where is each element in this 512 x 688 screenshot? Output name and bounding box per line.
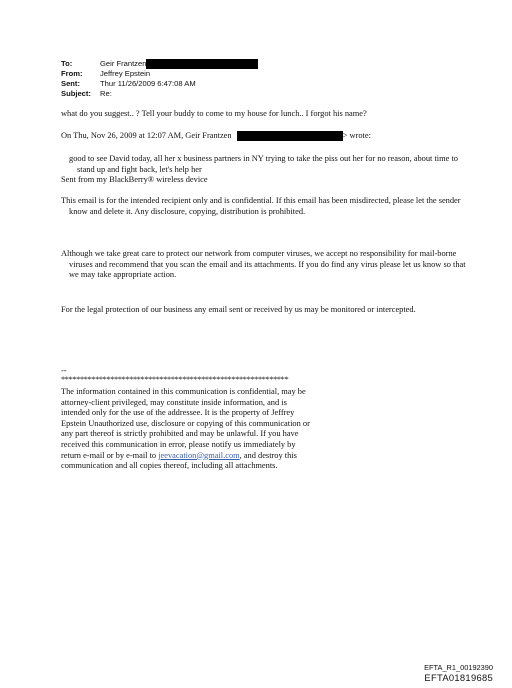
email-link[interactable]: jeevacation@gmail.com: [158, 450, 240, 460]
quote-intro: [61, 131, 461, 142]
sent-value: Thur 11/26/2009 6:47:08 AM: [100, 79, 196, 88]
sent-label: Sent:: [61, 79, 80, 88]
blackberry-signature: Sent from my BlackBerry® wireless device: [61, 175, 208, 184]
quoted-message: good to see David today, all her x business partners in NY trying to take the piss out her for no reason, about time to stand up and fight back, let's help her: [69, 154, 458, 174]
disclaimer-body: The information contained in this communication is confidential, may be attorney-client privileged, may constitute inside information, and is intended only for the use of the addressee. It is the property of Jeffrey Epstein Unauthorized use, disclosure or copying of this communication or any part thereof is strictly prohibited and may be unlawful. If you have received this communication in error, please notify us immediately by return e-mail or by e-mail to: [61, 387, 310, 460]
bates-number-2: EFTA01819685: [424, 672, 493, 683]
quote-intro-suffix: > wrote:: [342, 131, 371, 140]
monitoring-notice: For the legal protection of our business any email sent or received by us may be monitored or intercepted.: [61, 305, 416, 314]
to-value: Geir Frantzen: [100, 59, 147, 68]
separator-dash: --: [61, 366, 67, 375]
email-header: [61, 59, 258, 99]
redaction-box: [237, 131, 343, 141]
reply-text: what do you suggest.. ? Tell your buddy to come to my house for lunch.. I forgot his name?: [61, 109, 367, 118]
subject-value: Re:: [100, 89, 112, 98]
to-row: [61, 59, 258, 69]
subject-label: Subject:: [61, 89, 91, 98]
subject-row: [61, 89, 258, 99]
from-label: From:: [61, 69, 83, 78]
redaction-box: [146, 59, 258, 69]
separator-stars: ************************************************************: [61, 375, 289, 384]
confidential-notice: This email is for the intended recipient only and is confidential. If this email has been misdirected, please let the sender know and delete it. Any disclosure, copying, distribution is prohibited.: [61, 196, 461, 216]
virus-notice: Although we take great care to protect our network from computer viruses, we accept no responsibility for mail-borne viruses and recommend that you scan the email and its attachments. If you do find any virus please let us know so that we may take appropriate action.: [61, 249, 466, 280]
bates-number-1: EFTA_R1_00192390: [424, 663, 493, 672]
disclaimer-end: , and destroy this communication and all copies thereof, including all attachments.: [61, 450, 297, 471]
to-label: To:: [61, 59, 73, 68]
from-value: Jeffrey Epstein: [100, 69, 151, 78]
quote-intro-prefix: On Thu, Nov 26, 2009 at 12:07 AM, Geir Frantzen: [61, 131, 232, 140]
disclaimer-text: [61, 387, 311, 472]
sent-row: [61, 79, 258, 89]
from-row: [61, 69, 258, 79]
